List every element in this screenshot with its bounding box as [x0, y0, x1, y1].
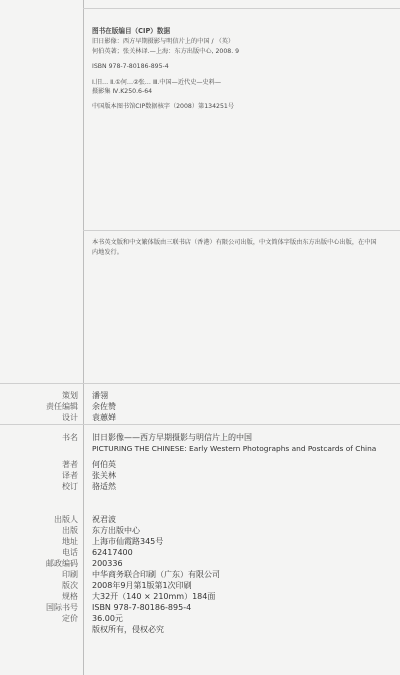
- pub-value: 中华商务联合印刷（广东）有限公司: [92, 570, 220, 579]
- book-value: 张关林: [92, 471, 116, 480]
- pub-value: 大32开（140 × 210mm）184面: [92, 592, 216, 601]
- copyright-note: 本书英文版和中文繁体版由三联书店（香港）有限公司出版，中文简体字版由东方出版中心出版，在中国内地发行。: [92, 239, 377, 256]
- book-label: 校订: [62, 482, 78, 491]
- pub-value: 祝君波: [92, 515, 116, 524]
- pub-row: [0, 624, 400, 636]
- pub-label: 出版人: [54, 515, 78, 524]
- pub-value: 36.00元: [92, 614, 123, 623]
- book-divider: [0, 424, 400, 425]
- top-divider: [83, 8, 400, 9]
- book-row: [0, 443, 400, 455]
- cip-line: Ⅰ.旧… Ⅱ.①何…②张… Ⅲ.中国—近代史—史料—: [92, 78, 222, 86]
- pub-value: 东方出版中心: [92, 526, 140, 535]
- cip-title: 图书在版编目（CIP）数据: [92, 27, 171, 35]
- pub-label: 邮政编码: [46, 559, 78, 568]
- rights-notice: 版权所有，侵权必究: [92, 625, 164, 634]
- credit-value: 余佐赞: [92, 402, 116, 411]
- cip-block: [92, 27, 392, 112]
- credit-row: [0, 412, 400, 424]
- book-label: 译者: [62, 471, 78, 480]
- pub-value: 62417400: [92, 548, 133, 557]
- cip-divider: [83, 230, 400, 231]
- pub-label: 国际书号: [46, 603, 78, 612]
- pub-label: 规格: [62, 592, 78, 601]
- cip-isbn: ISBN 978-7-80186-895-4: [92, 63, 169, 71]
- book-value: 旧日影像——西方早期摄影与明信片上的中国: [92, 433, 252, 442]
- pub-label: 电话: [62, 548, 78, 557]
- cip-line: 何伯英著；张关林译.—上海：东方出版中心, 2008. 9: [92, 47, 240, 55]
- cip-record: 中国版本图书馆CIP数据核字（2008）第134251号: [92, 103, 235, 111]
- credit-label: 设计: [62, 413, 78, 422]
- credit-value: 袁蕙婵: [92, 413, 116, 422]
- pub-label: 出版: [62, 526, 78, 535]
- book-label: 著者: [62, 460, 78, 469]
- pub-value: 2008年9月第1版第1次印刷: [92, 581, 192, 590]
- credit-value: 潘翎: [92, 391, 108, 400]
- book-value: 何伯英: [92, 460, 116, 469]
- pub-label: 版次: [62, 581, 78, 590]
- pub-label: 定价: [62, 614, 78, 623]
- pub-value: 200336: [92, 559, 123, 568]
- pub-value: ISBN 978-7-80186-895-4: [92, 603, 192, 612]
- book-value: 骆适然: [92, 482, 116, 491]
- credits-divider: [0, 383, 400, 384]
- cip-line: 摄影集 Ⅳ.K250.6-64: [92, 88, 153, 96]
- pub-value: 上海市仙霞路345号: [92, 537, 164, 546]
- book-row: [0, 481, 400, 493]
- credit-label: 责任编辑: [46, 402, 78, 411]
- book-english-title: PICTURING THE CHINESE: Early Western Photographs and Postcards of China: [92, 444, 377, 453]
- credit-label: 策划: [62, 391, 78, 400]
- pub-label: 地址: [62, 537, 78, 546]
- cip-line: 旧日影像：西方早期摄影与明信片上的中国 / （英）: [92, 38, 235, 46]
- pub-label: 印刷: [62, 570, 78, 579]
- book-label: 书名: [62, 433, 78, 442]
